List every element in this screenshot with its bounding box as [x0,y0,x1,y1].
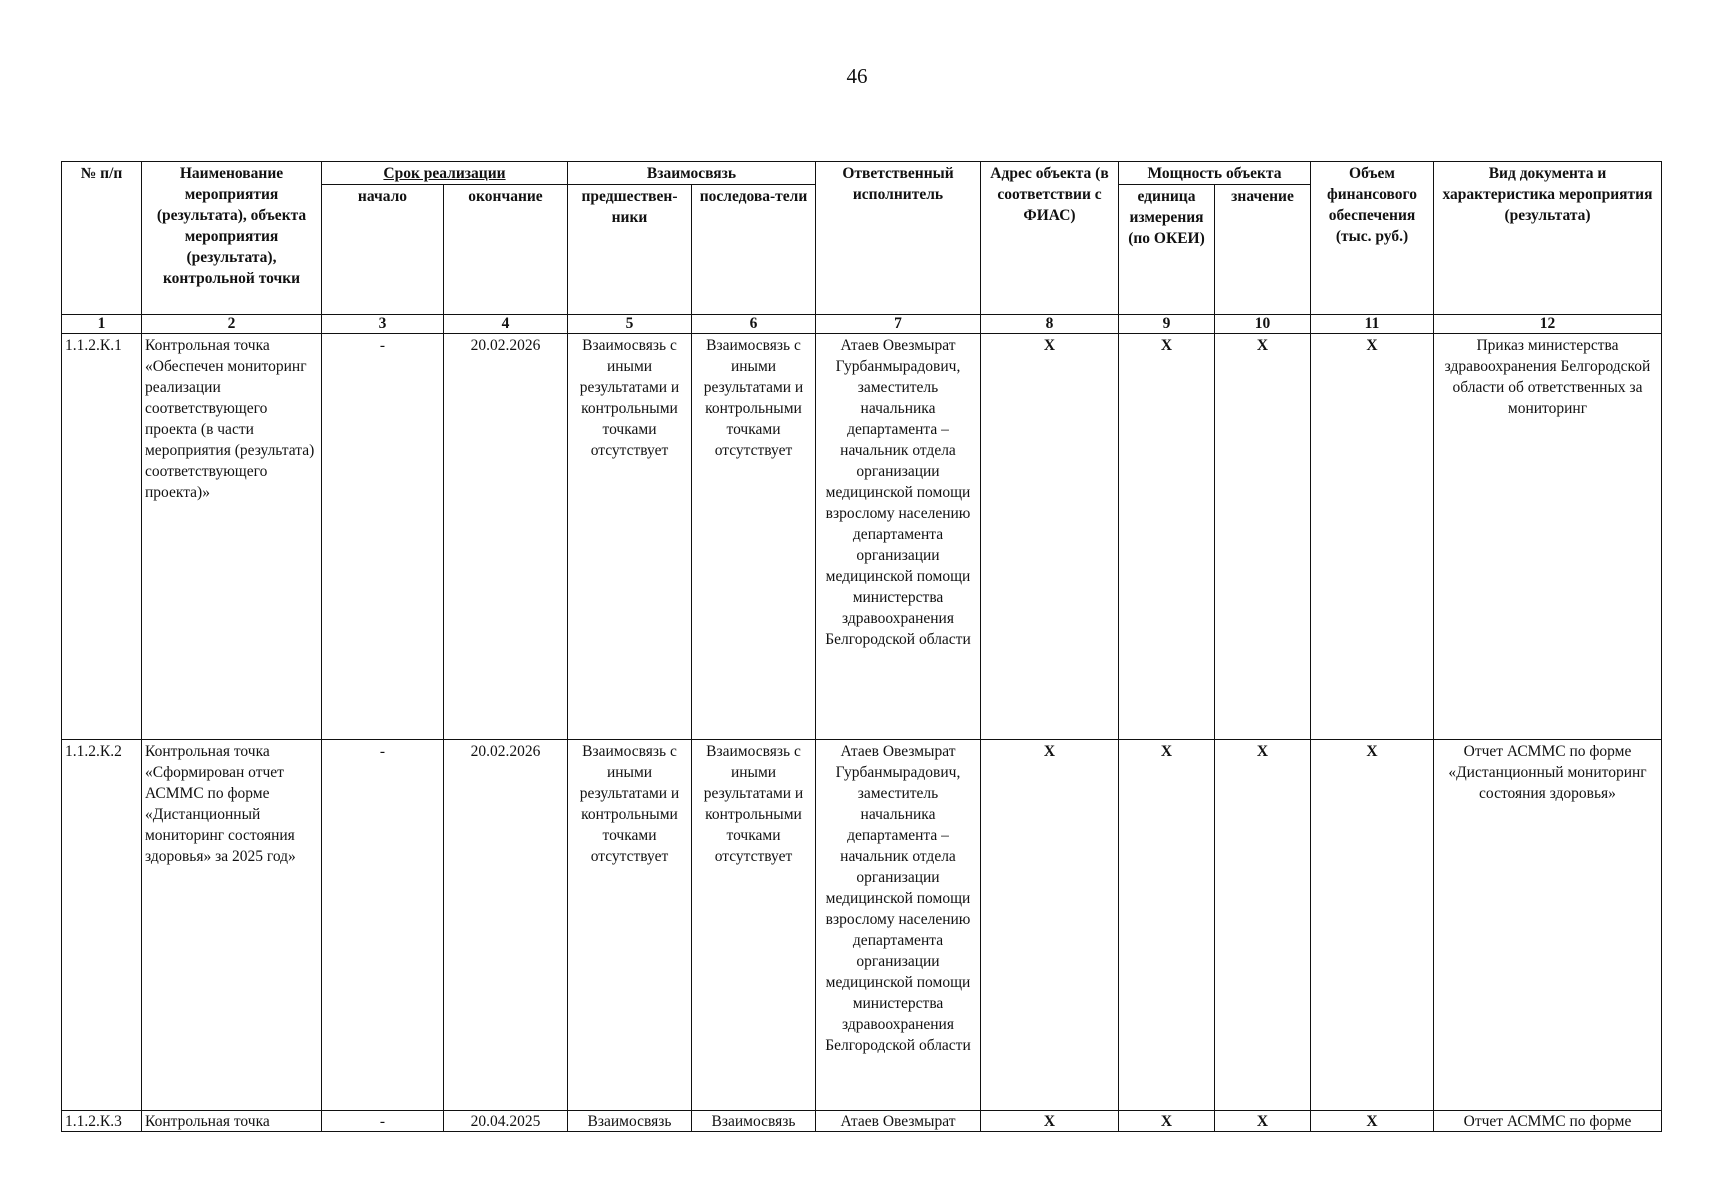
header-num: № п/п [62,162,142,315]
row-doc: Отчет АСММС по форме [1434,1111,1662,1132]
row-predecessors: Взаимосвязь с иными результатами и контрольными точками отсутствует [568,334,692,740]
row-unit: Х [1119,1111,1215,1132]
row-address: Х [981,740,1119,1111]
header-doc-type: Вид документа и характеристика мероприятия (результата) [1434,162,1662,315]
row-value: Х [1215,740,1311,1111]
header-relation: Взаимосвязь [568,162,816,185]
column-number: 4 [444,315,568,334]
row-id: 1.1.2.К.2 [62,740,142,1111]
column-number: 11 [1311,315,1434,334]
row-end: 20.02.2026 [444,740,568,1111]
row-executor: Атаев Овезмырат Гурбанмырадович, заместитель начальника департамента – начальник отдела организации медицинской помощи взрослому населению департамента организации медицинской помощи министерства здравоохранения Белгородской области [816,740,981,1111]
row-finance: Х [1311,1111,1434,1132]
row-predecessors: Взаимосвязь с иными результатами и контрольными точками отсутствует [568,740,692,1111]
activities-table [61,161,1662,1132]
header-relation-succ: последова-тели [692,185,816,315]
row-id: 1.1.2.К.1 [62,334,142,740]
row-value: Х [1215,334,1311,740]
row-doc: Отчет АСММС по форме «Дистанционный мониторинг состояния здоровья» [1434,740,1662,1111]
column-number-row [62,315,1662,334]
page-number: 46 [846,64,868,88]
table-row [62,1111,1662,1132]
row-successors: Взаимосвязь [692,1111,816,1132]
row-start: - [322,334,444,740]
row-name: Контрольная точка [142,1111,322,1132]
row-executor: Атаев Овезмырат [816,1111,981,1132]
row-predecessors: Взаимосвязь [568,1111,692,1132]
column-number: 3 [322,315,444,334]
row-id: 1.1.2.К.3 [62,1111,142,1132]
header-term: Срок реализации [322,162,568,185]
column-number: 5 [568,315,692,334]
column-number: 12 [1434,315,1662,334]
row-doc: Приказ министерства здравоохранения Белгородской области об ответственных за мониторинг [1434,334,1662,740]
row-start: - [322,1111,444,1132]
row-name: Контрольная точка «Обеспечен мониторинг реализации соответствующего проекта (в части мероприятия (результата) соответствующего проекта)» [142,334,322,740]
table-row [62,740,1662,1111]
column-number: 7 [816,315,981,334]
column-number: 6 [692,315,816,334]
table-row [62,334,1662,740]
row-unit: Х [1119,334,1215,740]
row-unit: Х [1119,740,1215,1111]
row-end: 20.02.2026 [444,334,568,740]
header-capacity-value: значение [1215,185,1311,315]
header-capacity: Мощность объекта [1119,162,1311,185]
header-relation-pred: предшествен-ники [568,185,692,315]
row-start: - [322,740,444,1111]
row-finance: Х [1311,334,1434,740]
column-number: 10 [1215,315,1311,334]
row-name: Контрольная точка «Сформирован отчет АСММС по форме «Дистанционный мониторинг состояния здоровья» за 2025 год» [142,740,322,1111]
row-executor: Атаев Овезмырат Гурбанмырадович, заместитель начальника департамента – начальник отдела организации медицинской помощи взрослому населению департамента организации медицинской помощи министерства здравоохранения Белгородской области [816,334,981,740]
row-address: Х [981,334,1119,740]
row-address: Х [981,1111,1119,1132]
header-term-start: начало [322,185,444,315]
header-row-1 [62,162,1662,185]
header-name: Наименование мероприятия (результата), объекта мероприятия (результата), контрольной точки [142,162,322,315]
row-successors: Взаимосвязь с иными результатами и контрольными точками отсутствует [692,334,816,740]
column-number: 1 [62,315,142,334]
row-successors: Взаимосвязь с иными результатами и контрольными точками отсутствует [692,740,816,1111]
row-value: Х [1215,1111,1311,1132]
header-address: Адрес объекта (в соответствии с ФИАС) [981,162,1119,315]
header-term-end: окончание [444,185,568,315]
column-number: 9 [1119,315,1215,334]
column-number: 2 [142,315,322,334]
row-finance: Х [1311,740,1434,1111]
header-capacity-unit: единица измерения (по ОКЕИ) [1119,185,1215,315]
header-finance: Объем финансового обеспечения (тыс. руб.) [1311,162,1434,315]
row-end: 20.04.2025 [444,1111,568,1132]
header-executor: Ответственный исполнитель [816,162,981,315]
column-number: 8 [981,315,1119,334]
